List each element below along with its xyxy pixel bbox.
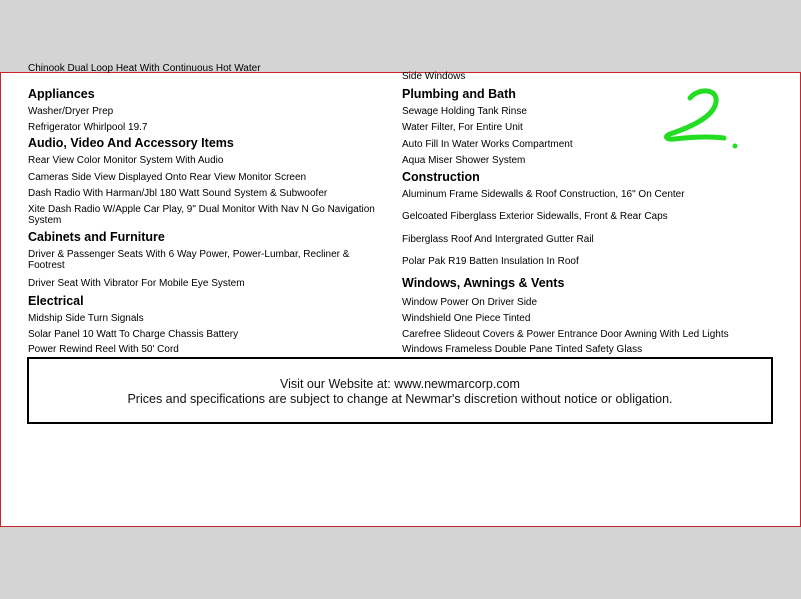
list-item: Windshield One Piece Tinted — [402, 313, 531, 324]
section-heading-electrical: Electrical — [28, 294, 84, 308]
list-item: Cameras Side View Displayed Onto Rear View Monitor Screen — [28, 172, 307, 183]
list-item: Windows Frameless Double Pane Tinted Safety Glass — [402, 344, 643, 355]
list-item: Xite Dash Radio W/Apple Car Play, 9" Dual Monitor With Nav N Go Navigation System — [28, 204, 375, 226]
list-item: Aluminum Frame Sidewalls & Roof Construction, 16" On Center — [402, 189, 685, 200]
list-item: Washer/Dryer Prep — [28, 106, 114, 117]
section-heading-appliances: Appliances — [28, 87, 95, 101]
list-item: Power Rewind Reel With 50' Cord — [28, 344, 179, 355]
website-notice: Visit our Website at: www.newmarcorp.com — [280, 377, 520, 391]
list-item: Midship Side Turn Signals — [28, 313, 144, 324]
list-item: Water Filter, For Entire Unit — [402, 122, 523, 133]
disclaimer-notice: Prices and specifications are subject to change at Newmar's discretion without notice or obligation. — [127, 392, 673, 406]
handwritten-number-annotation — [660, 86, 750, 156]
section-heading-cabinets: Cabinets and Furniture — [28, 230, 165, 244]
section-heading-construction: Construction — [402, 170, 480, 184]
cut-off-line-right: Side Windows — [402, 71, 466, 82]
list-item: Solar Panel 10 Watt To Charge Chassis Battery — [28, 329, 239, 340]
list-item: Carefree Slideout Covers & Power Entrance Door Awning With Led Lights — [402, 329, 729, 340]
footer-notice-box — [27, 357, 773, 424]
list-item: Sewage Holding Tank Rinse — [402, 106, 527, 117]
section-heading-audio-video: Audio, Video And Accessory Items — [28, 136, 234, 150]
list-item: Fiberglass Roof And Intergrated Gutter Rail — [402, 234, 594, 245]
list-item: Dash Radio With Harman/Jbl 180 Watt Sound System & Subwoofer — [28, 188, 328, 199]
section-heading-plumbing: Plumbing and Bath — [402, 87, 516, 101]
cut-off-line-left: Chinook Dual Loop Heat With Continuous Hot Water — [28, 63, 261, 74]
section-heading-windows: Windows, Awnings & Vents — [402, 276, 565, 290]
list-item: Gelcoated Fiberglass Exterior Sidewalls, Front & Rear Caps — [402, 211, 668, 222]
list-item: Window Power On Driver Side — [402, 297, 538, 308]
list-item: Driver & Passenger Seats With 6 Way Power, Power-Lumbar, Recliner & Footrest — [28, 249, 350, 271]
list-item: Rear View Color Monitor System With Audio — [28, 155, 224, 166]
list-item: Driver Seat With Vibrator For Mobile Eye System — [28, 278, 245, 289]
list-item: Polar Pak R19 Batten Insulation In Roof — [402, 256, 579, 267]
list-item: Auto Fill In Water Works Compartment — [402, 139, 573, 150]
list-item: Aqua Miser Shower System — [402, 155, 526, 166]
list-item: Refrigerator Whirlpool 19.7 — [28, 122, 148, 133]
